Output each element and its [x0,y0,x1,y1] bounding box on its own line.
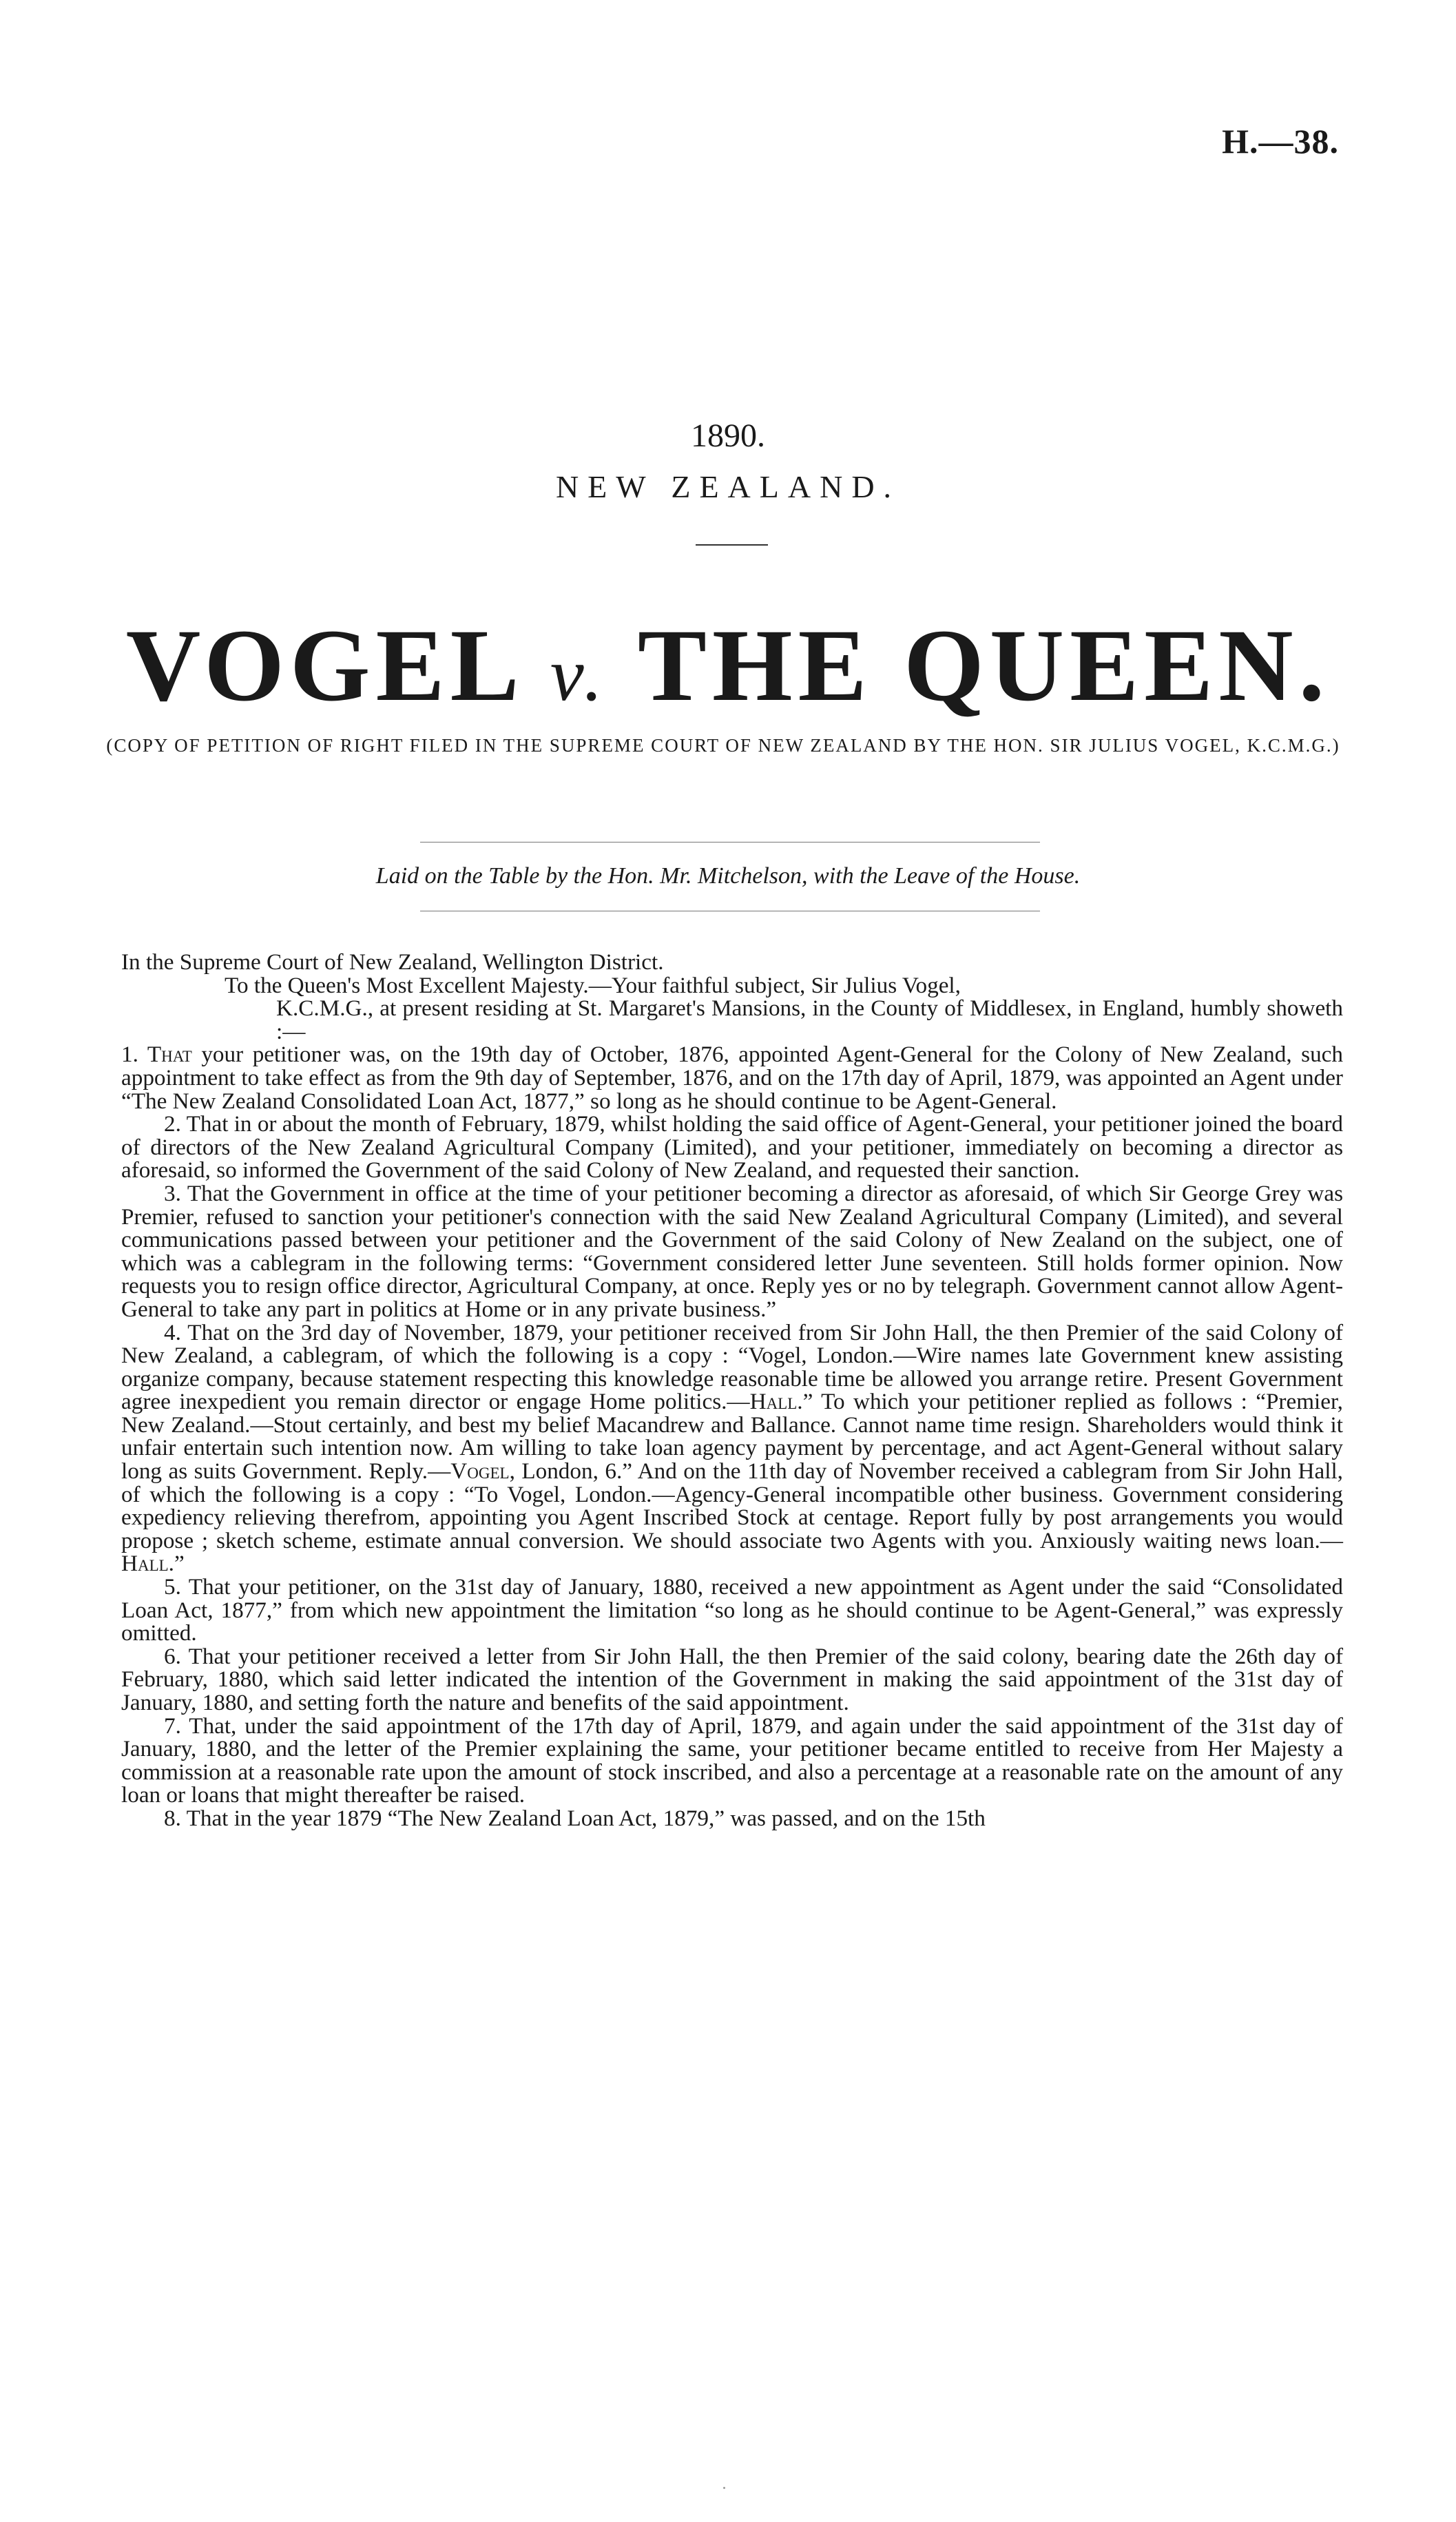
document-title [0,606,1456,725]
title-versus: v. [550,632,609,716]
document-year: 1890. [691,417,765,454]
address-line-1: To the Queen's Most Excellent Majesty.—Your faithful subject, Sir Julius Vogel, [225,972,961,998]
signature-hall-2: Hall. [121,1551,174,1577]
paragraph-1 [121,1043,1343,1113]
signature-hall-1: Hall. [749,1389,803,1415]
document-subtitle: (COPY OF PETITION OF RIGHT FILED IN THE SUPREME COURT OF NEW ZEALAND BY THE HON. SIR JULIUS VOGEL, K.C.M.G.) [106,735,1340,756]
paragraph-2: 2. That in or about the month of February, 1879, whilst holding the said office of Agent-General, your petitioner joined the board of directors of the New Zealand Agricultural Company (Limited), and your petitioner, immediately on becoming a director as aforesaid, so informed the Government of the said Colony of New Zealand, and requested their sanction. [121,1111,1343,1184]
paragraph-1-text: your petitioner was, on the 19th day of October, 1876, appointed Agent-General for the Colony of New Zealand, such appointment to take effect as from the 9th day of September, 1876, and on the 17th day of April, 1879, was appointed an Agent under “The New Zealand Consolidated Loan Act, 1877,” so long as he should continue to be Agent-General. [121,1042,1343,1114]
court-heading: In the Supreme Court of New Zealand, Wellington District. [121,949,664,975]
page-speck [723,2487,725,2489]
paragraph-5: 5. That your petitioner, on the 31st day of January, 1880, received a new appointment as Agent under the said “Consolidated Loan Act, 1877,” from which new appointment the limitation “so long as he should continue to be Agent-General,” was expressly omitted. [121,1574,1343,1646]
page-number: H.—38. [1222,122,1339,161]
paragraph-4 [121,1321,1343,1576]
paragraph-8: 8. That in the year 1879 “The New Zealand Loan Act, 1879,” was passed, and on the 15th [164,1805,986,1831]
paragraph-3: 3. That the Government in office at the time of your petitioner becoming a director as aforesaid, of which Sir George Grey was Premier, refused to sanction your petitioner's connection with the said New Zealand Agricultural Company (Limited), and several communications passed between your petitioner and the Government of the said Colony of New Zealand on the subject, one of which was a cablegram in the following terms: “Government considered letter June seventeen. Still holds former opinion. Now requests you to resign office director, Agricultural Company, at once. Reply yes or no by telegraph. Government cannot allow Agent-General to take any part in politics at Home or in any private business.” [121,1180,1343,1322]
address-line-cont: K.C.M.G., at present residing at St. Margaret's Mansions, in the County of Middlesex, in England, humbly showeth :— [276,995,1343,1044]
paragraph-4-b: ” To which your petitioner replied as follows : “Premier, New Zealand.—Stout certainly, and best my belief Macandrew and Ballance. Cannot name time resign. Shareholders would think it unfair entertain such intention now. Am willing to take loan agency payment by percentage, and act Agent-General without salary long as suits Government. Reply.— [121,1389,1343,1485]
title-left: VOGEL [125,608,519,723]
paragraph-7: 7. That, under the said appointment of the 17th day of April, 1879, and again under the said appointment of the 31st day of January, 1880, and the letter of the Premier explaining the same, your petitioner became entitled to receive from Her Majesty a commission at a reasonable rate upon the amount of stock inscribed, and also a percentage at a reasonable rate on the amount of any loan or loans that might thereafter be raised. [121,1713,1343,1808]
laid-on-table-note: Laid on the Table by the Hon. Mr. Mitchelson, with the Leave of the House. [375,863,1081,889]
signature-vogel: Vogel [450,1458,510,1485]
petition-body [121,951,1343,1830]
paragraph-4-c: , London, 6.” And on the 11th day of November received a cablegram from Sir John Hall, of which the following is a copy : “To Vogel, London.—Agency-General incompatible other business. Government considering expediency relieving therefrom, appointing you Agent Inscribed Stock at centage. Report fully by post arrangements you would propose ; sketch scheme, estimate annual conversion. We should associate two Agents with you. Anxiously waiting news loan.— [121,1458,1343,1553]
document-country: NEW ZEALAND. [555,469,901,504]
ornament-rule [696,544,768,546]
paragraph-4-a: 4. That on the 3rd day of November, 1879, your petitioner received from Sir John Hall, the then Premier of the said Colony of New Zealand, a cablegram, of which the following is a copy : “Vogel, London.—Wire names late Government knew assisting organize company, because statement respecting this knowledge reasonable time be allowed you arrange retire. Present Government agree inexpedient you remain director or engage Home politics.— [121,1319,1343,1415]
paragraph-6: 6. That your petitioner received a letter from Sir John Hall, the then Premier of the said colony, bearing date the 26th day of February, 1880, which said letter indicated the intention of the Government in making the said appointment of the 31st day of January, 1880, and setting forth the nature and benefits of the said appointment. [121,1643,1343,1715]
paragraph-1-lead: 1. That [121,1042,192,1068]
paragraph-4-d: ” [174,1551,185,1577]
address-line [121,974,1343,998]
divider-rule [420,842,1040,843]
title-right: THE QUEEN. [637,608,1331,723]
